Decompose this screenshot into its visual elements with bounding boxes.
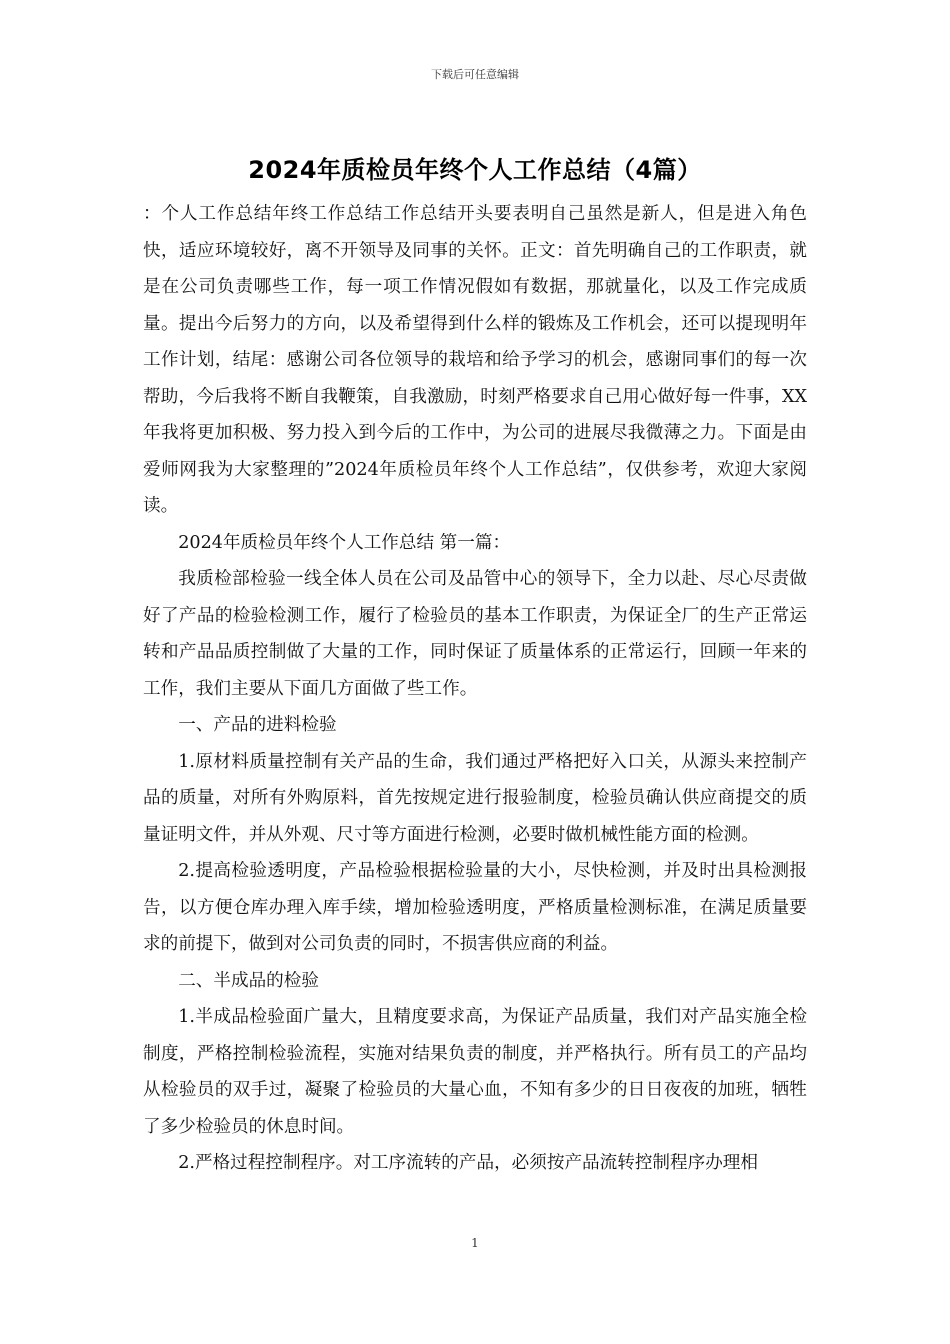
page-number: 1 bbox=[471, 1236, 479, 1250]
paragraph: 2.提高检验透明度，产品检验根据检验量的大小，尽快检测，并及时出具检测报告，以方便仓库办理入库手续，增加检验透明度，严格质量检测标准，在满足质量要求的前提下，做到对公司负责的同时，不损害供应商的利益。 bbox=[143, 861, 807, 954]
section-heading-first: 2024年质检员年终个人工作总结 第一篇： bbox=[178, 532, 511, 553]
paragraph: 1.半成品检验面广量大，且精度要求高，为保证产品质量，我们对产品实施全检制度，严格控制检验流程，实施对结果负责的制度，并严格执行。所有员工的产品均从检验员的双手过，凝聚了检验员的大量心血，不知有多少的日日夜夜的加班，牺牲了多少检验员的休息时间。 bbox=[143, 1007, 807, 1137]
document-title: 2024年质检员年终个人工作总结（4篇） bbox=[248, 156, 702, 184]
document-body bbox=[143, 196, 807, 1182]
section-heading: 二、半成品的检验 bbox=[178, 970, 319, 991]
paragraph: 2.严格过程控制程序。对工序流转的产品，必须按产品流转控制程序办理相 bbox=[178, 1153, 758, 1173]
paragraph: 1.原材料质量控制有关产品的生命，我们通过严格把好入口关，从源头来控制产品的质量，对所有外购原料，首先按规定进行报验制度，检验员确认供应商提交的质量证明文件，并从外观、尺寸等方面进行检测，必要时做机械性能方面的检测。 bbox=[143, 751, 807, 845]
page-header: 下载后可任意编辑 bbox=[431, 68, 519, 81]
paragraph-intro: ：个人工作总结年终工作总结工作总结开头要表明自己虽然是新人，但是进入角色快，适应环境较好，离不开领导及同事的关怀。正文：首先明确自己的工作职责，就是在公司负责哪些工作，每一项工作情况假如有数据，那就量化，以及工作完成质量。提出今后努力的方向，以及希望得到什么样的锻炼及工作机会，还可以提现明年工作计划，结尾：感谢公司各位领导的栽培和给予学习的机会，感谢同事们的每一次帮助，今后我将不断自我鞭策，自我激励，时刻严格要求自己用心做好每一件事，XX年我将更加积极、努力投入到今后的工作中，为公司的进展尽我微薄之力。下面是由爱师网我为大家整理的”2024年质检员年终个人工作总结”，仅供参考，欢迎大家阅读。 bbox=[143, 204, 807, 516]
section-heading: 一、产品的进料检验 bbox=[178, 715, 337, 735]
paragraph: 我质检部检验一线全体人员在公司及品管中心的领导下，全力以赴、尽心尽责做好了产品的检验检测工作，履行了检验员的基本工作职责，为保证全厂的生产正常运转和产品品质控制做了大量的工作，同时保证了质量体系的正常运行，回顾一年来的工作，我们主要从下面几方面做了些工作。 bbox=[143, 569, 807, 699]
